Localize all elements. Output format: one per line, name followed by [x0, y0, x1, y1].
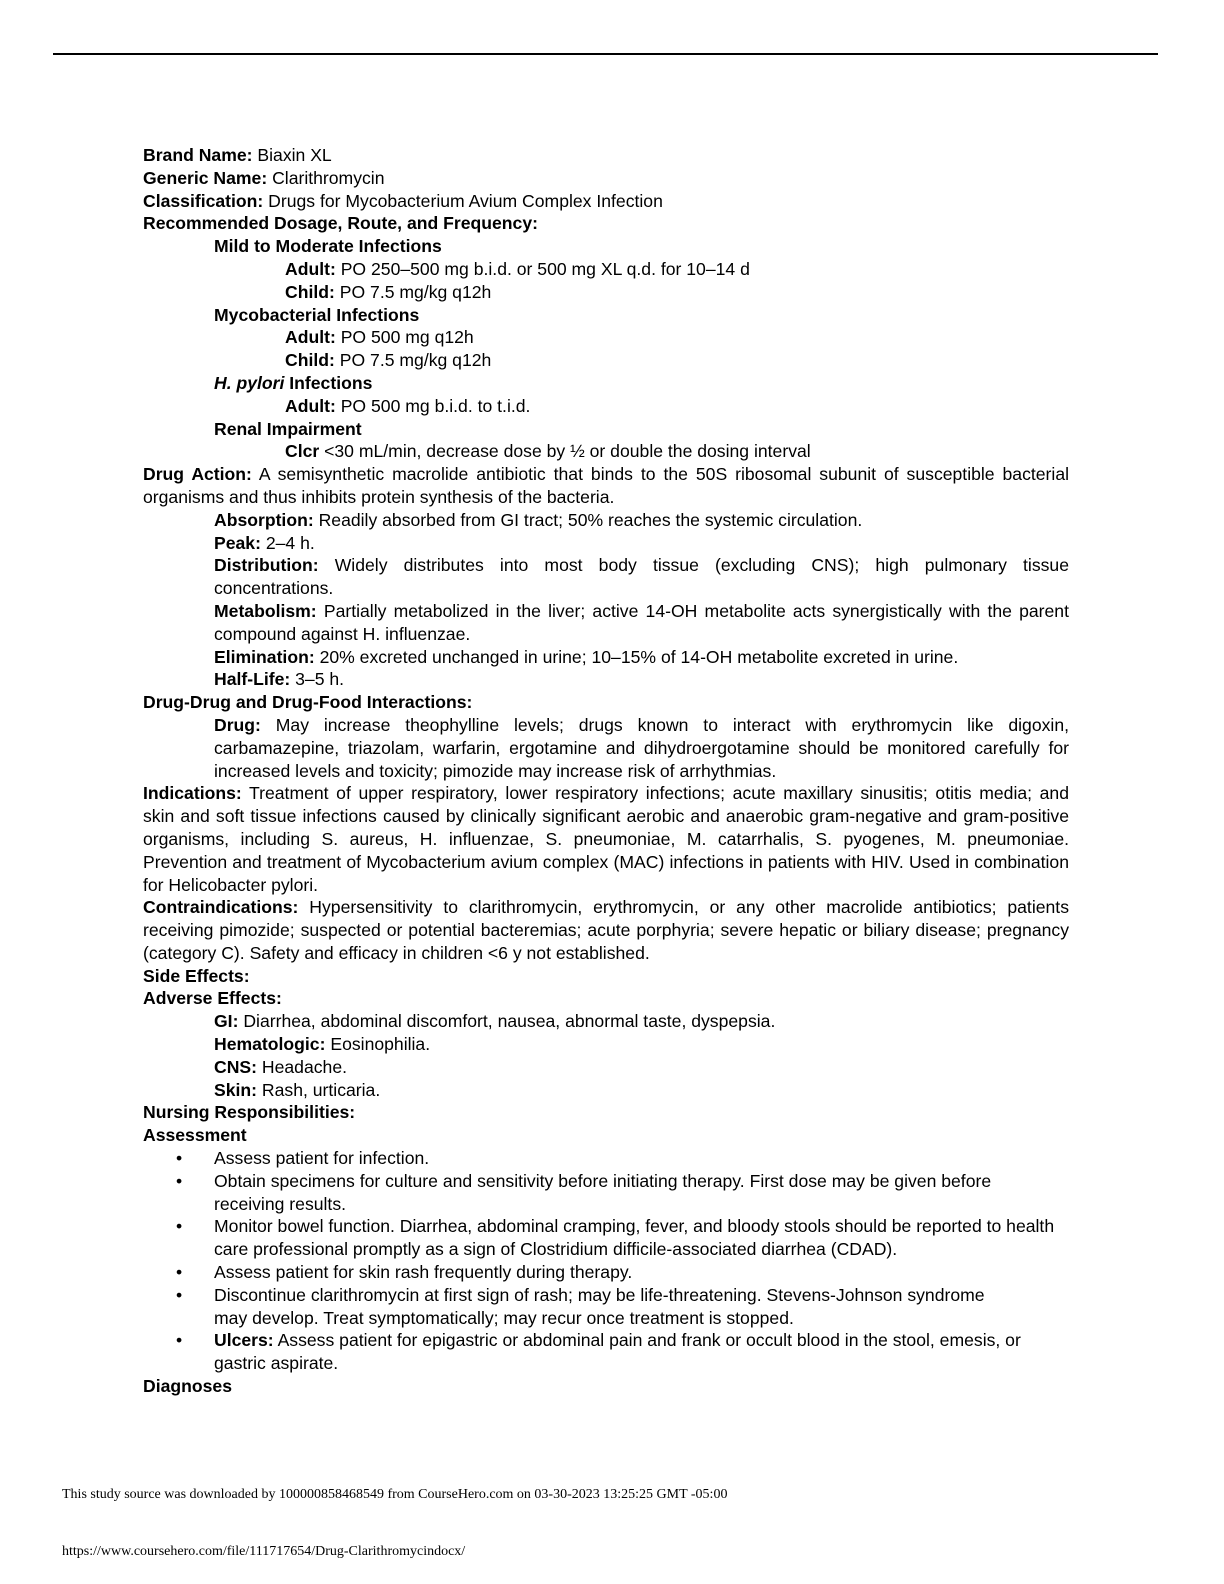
source-url: https://www.coursehero.com/file/111717654/Drug-Clarithromycindocx/	[62, 1544, 466, 1559]
mild-title-text: Mild to Moderate Infections	[214, 236, 442, 257]
hematologic-label: Hematologic:	[214, 1034, 326, 1055]
distribution-text: Widely distributes into most body tissue (excluding CNS); high pulmonary tissue concentrations.	[214, 555, 1069, 599]
dose-label: Clcr	[285, 441, 320, 462]
mild-adult-dose	[143, 258, 1069, 281]
adverse-cns-line	[143, 1056, 1069, 1079]
brand-name-value: Biaxin XL	[252, 145, 332, 165]
dosage-heading-text: Recommended Dosage, Route, and Frequency:	[143, 213, 538, 234]
absorption-label: Absorption:	[214, 509, 314, 530]
contraindications-text: Hypersensitivity to clarithromycin, erythromycin, or any other macrolide antibiotics; patients receiving pimozide; suspected or potential bacteremias; acute porphyria; severe hepatic or biliary disease; pregnancy (category C). Safety and efficacy in children <6 y not established.	[143, 897, 1069, 963]
renal-title-text: Renal Impairment	[214, 418, 362, 439]
dose-value: PO 7.5 mg/kg q12h	[334, 281, 492, 302]
dose-value: PO 500 mg q12h	[335, 327, 474, 348]
list-item	[143, 1170, 1069, 1216]
contraindications-label: Contraindications:	[143, 897, 299, 918]
adverse-effects-heading-text: Adverse Effects:	[143, 988, 282, 1009]
dose-label: Child:	[285, 350, 335, 371]
hematologic-text: Eosinophilia.	[325, 1034, 431, 1055]
metabolism-line	[143, 600, 1069, 646]
download-notice: This study source was downloaded by 100000858468549 from CourseHero.com on 03-30-2023 13:25:25 GMT -05:00	[62, 1487, 728, 1502]
diagnoses-heading-text: Diagnoses	[143, 1376, 232, 1397]
cns-label: CNS:	[214, 1056, 258, 1077]
dose-label: Adult:	[285, 258, 336, 279]
list-item	[143, 1147, 1069, 1170]
indications-label: Indications:	[143, 783, 242, 804]
drug-label: Drug:	[214, 714, 261, 735]
dose-value: <30 mL/min, decrease dose by ½ or double the dosing interval	[319, 441, 811, 462]
dose-value: PO 7.5 mg/kg q12h	[334, 350, 492, 371]
renal-impairment-title	[143, 418, 1069, 441]
diagnoses-heading	[143, 1375, 1069, 1398]
myco-title-text: Mycobacterial Infections	[214, 304, 420, 325]
adverse-effects-heading	[143, 987, 1069, 1010]
metabolism-text: Partially metabolized in the liver; active 14-OH metabolite acts synergistically with the parent compound against H. influenzae.	[214, 600, 1069, 644]
hpylori-title-rest: Infections	[284, 372, 373, 393]
half-life-line	[143, 668, 1069, 691]
half-life-text: 3–5 h.	[290, 669, 345, 690]
bullet-icon: •	[176, 1330, 183, 1351]
adverse-skin-line	[143, 1079, 1069, 1102]
absorption-line	[143, 509, 1069, 532]
top-rule	[53, 53, 1158, 55]
metabolism-label: Metabolism:	[214, 600, 317, 621]
skin-text: Rash, urticaria.	[257, 1079, 381, 1100]
document-body	[143, 144, 1069, 1398]
hpylori-adult-dose	[143, 395, 1069, 418]
list-item	[143, 1261, 1069, 1284]
list-item-text: Assess patient for infection.	[214, 1148, 430, 1169]
bullet-icon: •	[176, 1284, 183, 1305]
brand-name-line	[143, 144, 1069, 167]
nursing-heading	[143, 1101, 1069, 1124]
renal-clcr-dose	[143, 440, 1069, 463]
adverse-gi-line	[143, 1010, 1069, 1033]
skin-label: Skin:	[214, 1079, 258, 1100]
elimination-text: 20% excreted unchanged in urine; 10–15% of 14-OH metabolite excreted in urine.	[314, 646, 959, 667]
brand-name-label: Brand Name:	[143, 145, 253, 165]
assessment-list	[143, 1147, 1069, 1375]
peak-line	[143, 532, 1069, 555]
ulcers-label: Ulcers:	[214, 1330, 274, 1351]
assessment-heading-text: Assessment	[143, 1125, 247, 1146]
distribution-label: Distribution:	[214, 555, 319, 576]
drug-interaction-paragraph	[143, 714, 1069, 782]
dose-label: Adult:	[285, 395, 336, 416]
absorption-text: Readily absorbed from GI tract; 50% reaches the systemic circulation.	[313, 509, 863, 530]
classification-line	[143, 190, 1069, 213]
generic-name-label: Generic Name:	[143, 167, 268, 188]
elimination-line	[143, 646, 1069, 669]
bullet-icon: •	[176, 1148, 183, 1169]
indications-text: Treatment of upper respiratory, lower respiratory infections; acute maxillary sinusitis; otitis media; and skin and soft tissue infections caused by clinically significant aerobic and anaerobic gram-negative and gram-positive organisms, including S. aureus, H. influenzae, S. pneumoniae, M. catarrhalis, S. pyogenes, M. pneumoniae. Prevention and treatment of Mycobacterium avium complex (MAC) infections in patients with HIV. Used in combination for Helicobacter pylori.	[143, 783, 1069, 895]
nursing-heading-text: Nursing Responsibilities:	[143, 1102, 356, 1123]
hpylori-italic: H. pylori	[214, 372, 285, 393]
distribution-line	[143, 554, 1069, 600]
half-life-label: Half-Life:	[214, 669, 291, 690]
generic-name-value: Clarithromycin	[267, 167, 385, 188]
drug-action-paragraph	[143, 463, 1069, 509]
myco-infections-title	[143, 304, 1069, 327]
classification-value: Drugs for Mycobacterium Avium Complex Infection	[263, 190, 663, 211]
interactions-heading	[143, 691, 1069, 714]
side-effects-heading	[143, 965, 1069, 988]
interactions-heading-text: Drug-Drug and Drug-Food Interactions:	[143, 692, 473, 713]
mild-child-dose	[143, 281, 1069, 304]
gi-label: GI:	[214, 1011, 239, 1032]
drug-action-label: Drug Action:	[143, 464, 252, 485]
myco-child-dose	[143, 349, 1069, 372]
list-item-text: Monitor bowel function. Diarrhea, abdominal cramping, fever, and bloody stools should be reported to health care professional promptly as a sign of Clostridium difficile-associated diarrhea (CDAD).	[214, 1216, 1055, 1260]
mild-infections-title	[143, 235, 1069, 258]
list-item-text: Discontinue clarithromycin at first sign of rash; may be life-threatening. Stevens-Johnson syndrome may develop. Treat symptomatically; may recur once treatment is stopped.	[214, 1284, 985, 1328]
dose-label: Adult:	[285, 327, 336, 348]
assessment-heading	[143, 1124, 1069, 1147]
side-effects-heading-text: Side Effects:	[143, 965, 250, 986]
dose-label: Child:	[285, 281, 335, 302]
list-item	[143, 1215, 1069, 1261]
myco-adult-dose	[143, 326, 1069, 349]
drug-action-text: A semisynthetic macrolide antibiotic that binds to the 50S ribosomal subunit of susceptible bacterial organisms and thus inhibits protein synthesis of the bacteria.	[143, 464, 1070, 507]
dosage-heading	[143, 212, 1069, 235]
drug-interaction-text: May increase theophylline levels; drugs known to interact with erythromycin like digoxin, carbamazepine, triazolam, warfarin, ergotamine and dihydroergotamine should be monitored carefully for increased levels and toxicity; pimozide may increase risk of arrhythmias.	[214, 714, 1069, 781]
peak-text: 2–4 h.	[260, 532, 315, 553]
contraindications-paragraph	[143, 896, 1069, 964]
bullet-icon: •	[176, 1262, 183, 1283]
bullet-icon: •	[176, 1216, 183, 1237]
generic-name-line	[143, 167, 1069, 190]
dose-value: PO 250–500 mg b.i.d. or 500 mg XL q.d. for 10–14 d	[335, 258, 750, 279]
list-item	[143, 1329, 1069, 1375]
ulcers-text: Assess patient for epigastric or abdominal pain and frank or occult blood in the stool, emesis, or gastric aspirate.	[214, 1330, 1021, 1374]
list-item	[143, 1284, 1069, 1330]
cns-text: Headache.	[257, 1056, 348, 1077]
list-item-text: Obtain specimens for culture and sensitivity before initiating therapy. First dose may be given before receiving results.	[214, 1170, 992, 1214]
bullet-icon: •	[176, 1170, 183, 1191]
elimination-label: Elimination:	[214, 646, 315, 667]
hpylori-infections-title	[143, 372, 1069, 395]
adverse-hematologic-line	[143, 1033, 1069, 1056]
gi-text: Diarrhea, abdominal discomfort, nausea, abnormal taste, dyspepsia.	[238, 1011, 776, 1032]
peak-label: Peak:	[214, 532, 261, 553]
classification-label: Classification:	[143, 190, 264, 211]
indications-paragraph	[143, 782, 1069, 896]
dose-value: PO 500 mg b.i.d. to t.i.d.	[335, 395, 531, 416]
list-item-text: Assess patient for skin rash frequently during therapy.	[214, 1262, 633, 1283]
